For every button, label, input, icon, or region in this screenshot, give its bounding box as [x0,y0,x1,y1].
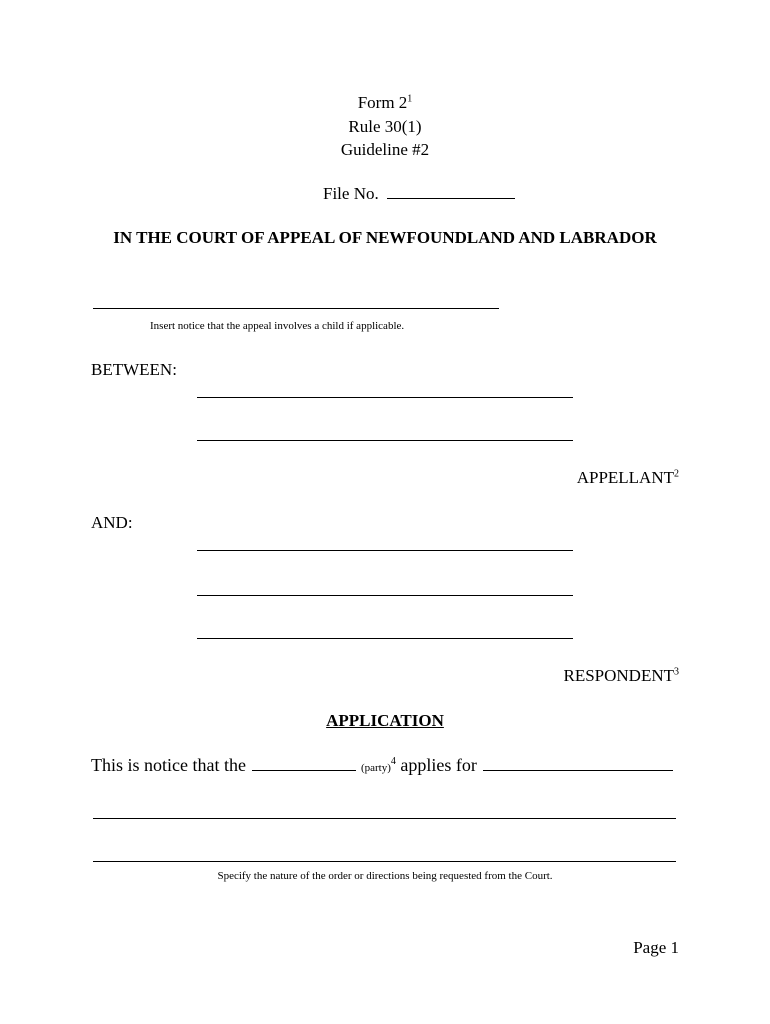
between-label: BETWEEN: [91,360,177,379]
applies-for-label: applies for [400,755,477,775]
application-notice-line [91,755,673,776]
application-heading: APPLICATION [326,711,444,730]
party-footnote-ref: 4 [390,756,396,767]
form-footnote-ref: 1 [407,93,413,105]
party-label: (party) [360,762,391,774]
party-field[interactable] [252,756,356,771]
child-notice-caption: Insert notice that the appeal involves a child if applicable. [150,320,405,332]
notice-prefix: This is notice that the [91,755,246,775]
appellant-line-1[interactable] [197,397,573,398]
applies-for-field[interactable] [483,756,673,771]
order-nature-line-2[interactable] [93,861,676,862]
respondent-line-3[interactable] [197,638,573,639]
court-title: IN THE COURT OF APPEAL OF NEWFOUNDLAND AND LABRADOR [113,228,657,247]
respondent-label-text: RESPONDENT [563,666,674,685]
appellant-label-text: APPELLANT [576,468,674,487]
form-number [0,93,770,113]
respondent-line-2[interactable] [197,595,573,596]
appellant-label [577,468,679,488]
file-number-field[interactable] [387,184,515,199]
page-number: Page 1 [633,938,679,957]
appellant-line-2[interactable] [197,440,573,441]
child-notice-line[interactable] [93,308,499,309]
file-number [323,184,515,204]
respondent-line-1[interactable] [197,550,573,551]
appellant-footnote-ref: 2 [674,468,679,480]
guideline-reference: Guideline #2 [340,140,430,159]
rule-reference: Rule 30(1) [348,117,422,136]
and-label: AND: [91,513,133,532]
form-number-label: Form 2 [357,93,408,112]
respondent-footnote-ref: 3 [674,666,679,678]
order-nature-caption: Specify the nature of the order or directions being requested from the Court. [217,870,553,882]
order-nature-line-1[interactable] [93,818,676,819]
file-number-label: File No. [323,184,379,203]
respondent-label [563,666,679,686]
